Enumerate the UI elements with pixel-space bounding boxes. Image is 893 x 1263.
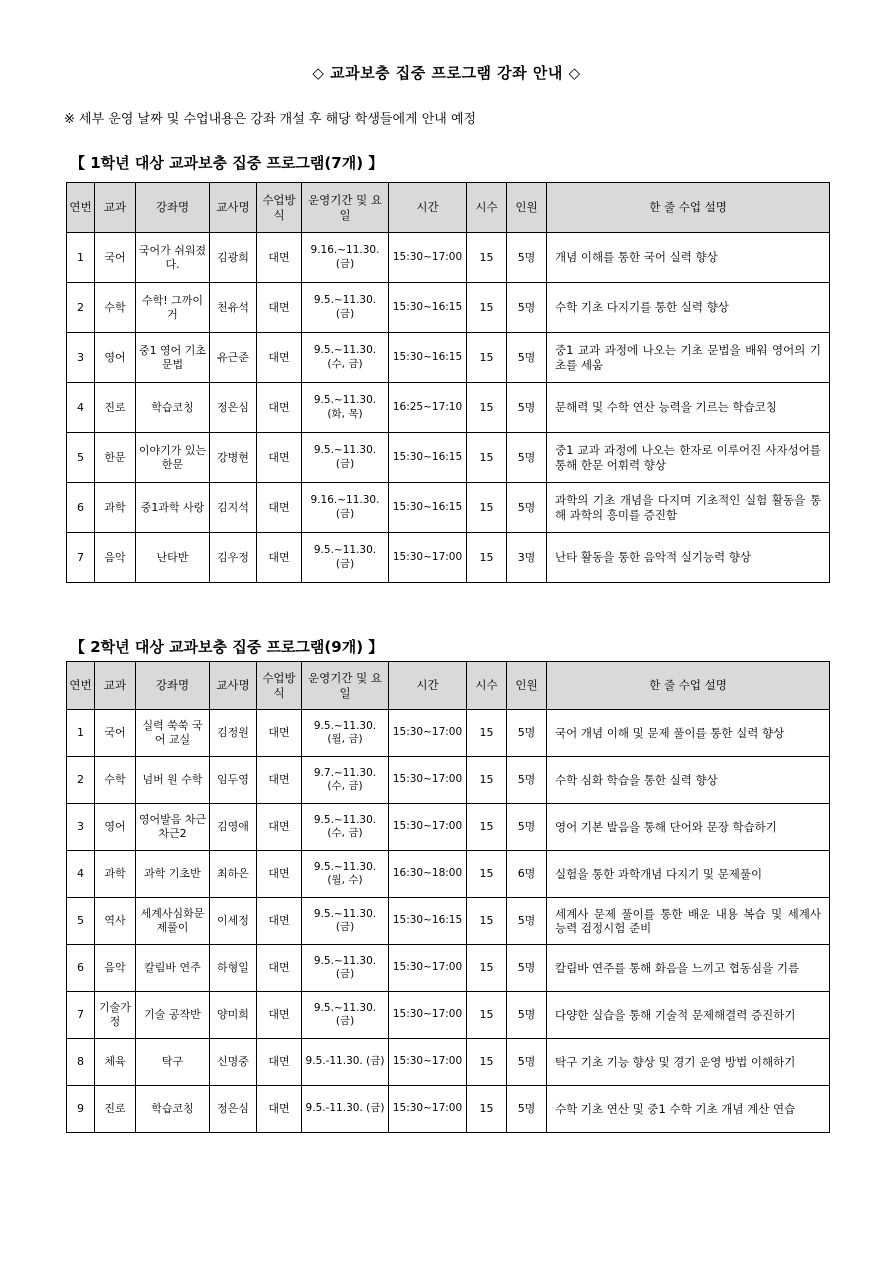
- header-class-mode: 수업방식: [257, 662, 302, 710]
- description-cell: 난타 활동을 통한 음악적 실기능력 향상: [547, 533, 830, 583]
- table-row: [67, 945, 830, 992]
- description-cell: 실험을 통한 과학개념 다지기 및 문제풀이: [547, 851, 830, 898]
- time-cell: 15:30~17:00: [389, 1086, 467, 1133]
- time-cell: 15:30~17:00: [389, 533, 467, 583]
- teacher-name-cell: 정은심: [210, 383, 257, 433]
- teacher-name-cell: 강병현: [210, 433, 257, 483]
- table-row: [67, 433, 830, 483]
- capacity-cell: 5명: [507, 233, 547, 283]
- period-cell: 9.5.~11.30. (수, 금): [302, 804, 389, 851]
- hours-cell: 15: [467, 283, 507, 333]
- description-cell: 문해력 및 수학 연산 능력을 기르는 학습코칭: [547, 383, 830, 433]
- course-name-cell: 국어가 쉬워졌다.: [136, 233, 210, 283]
- class-mode-cell: 대면: [257, 533, 302, 583]
- period-cell: 9.5.-11.30. (금): [302, 1039, 389, 1086]
- period-cell: 9.5.~11.30. (금): [302, 433, 389, 483]
- header-subject: 교과: [95, 662, 136, 710]
- subject-cell: 한문: [95, 433, 136, 483]
- course-name-cell: 중1과학 사랑: [136, 483, 210, 533]
- course-name-cell: 학습코칭: [136, 1086, 210, 1133]
- course-name-cell: 세계사심화문제풀이: [136, 898, 210, 945]
- description-cell: 수학 심화 학습을 통한 실력 향상: [547, 757, 830, 804]
- section2-heading: 【 2학년 대상 교과보충 집중 프로그램(9개) 】: [70, 638, 384, 656]
- row-number-cell: 6: [67, 945, 95, 992]
- teacher-name-cell: 정은심: [210, 1086, 257, 1133]
- course-name-cell: 실력 쑥쑥 국어 교실: [136, 710, 210, 757]
- course-name-cell: 수학! 그까이거: [136, 283, 210, 333]
- row-number-cell: 2: [67, 757, 95, 804]
- course-name-cell: 칼림바 연주: [136, 945, 210, 992]
- teacher-name-cell: 김광희: [210, 233, 257, 283]
- header-teacher-name: 교사명: [210, 183, 257, 233]
- teacher-name-cell: 김지석: [210, 483, 257, 533]
- period-cell: 9.7.~11.30. (수, 금): [302, 757, 389, 804]
- hours-cell: 15: [467, 757, 507, 804]
- hours-cell: 15: [467, 945, 507, 992]
- table-row: [67, 533, 830, 583]
- period-cell: 9.5.-11.30. (금): [302, 1086, 389, 1133]
- description-cell: 영어 기본 발음을 통해 단어와 문장 학습하기: [547, 804, 830, 851]
- time-cell: 15:30~17:00: [389, 945, 467, 992]
- time-cell: 15:30~17:00: [389, 992, 467, 1039]
- header-course-name: 강좌명: [136, 662, 210, 710]
- capacity-cell: 5명: [507, 804, 547, 851]
- row-number-cell: 2: [67, 283, 95, 333]
- capacity-cell: 5명: [507, 898, 547, 945]
- time-cell: 15:30~17:00: [389, 233, 467, 283]
- subject-cell: 영어: [95, 804, 136, 851]
- class-mode-cell: 대면: [257, 757, 302, 804]
- teacher-name-cell: 김우정: [210, 533, 257, 583]
- row-number-cell: 5: [67, 433, 95, 483]
- hours-cell: 15: [467, 1086, 507, 1133]
- subject-cell: 기술가정: [95, 992, 136, 1039]
- time-cell: 16:25~17:10: [389, 383, 467, 433]
- hours-cell: 15: [467, 333, 507, 383]
- subject-cell: 영어: [95, 333, 136, 383]
- row-number-cell: 1: [67, 710, 95, 757]
- row-number-cell: 3: [67, 804, 95, 851]
- subject-cell: 국어: [95, 233, 136, 283]
- period-cell: 9.5.~11.30. (금): [302, 533, 389, 583]
- course-name-cell: 이야기가 있는 한문: [136, 433, 210, 483]
- course-name-cell: 학습코칭: [136, 383, 210, 433]
- teacher-name-cell: 천유석: [210, 283, 257, 333]
- row-number-cell: 4: [67, 383, 95, 433]
- class-mode-cell: 대면: [257, 898, 302, 945]
- teacher-name-cell: 양미희: [210, 992, 257, 1039]
- header-teacher-name: 교사명: [210, 662, 257, 710]
- course-name-cell: 중1 영어 기초문법: [136, 333, 210, 383]
- capacity-cell: 5명: [507, 945, 547, 992]
- teacher-name-cell: 유근준: [210, 333, 257, 383]
- capacity-cell: 6명: [507, 851, 547, 898]
- period-cell: 9.5.~11.30. (월, 금): [302, 710, 389, 757]
- notice-text: ※ 세부 운영 날짜 및 수업내용은 강좌 개설 후 해당 학생들에게 안내 예정: [64, 112, 477, 127]
- hours-cell: 15: [467, 383, 507, 433]
- capacity-cell: 5명: [507, 757, 547, 804]
- table-row: [67, 1086, 830, 1133]
- subject-cell: 진로: [95, 1086, 136, 1133]
- description-cell: 국어 개념 이해 및 문제 풀이를 통한 실력 향상: [547, 710, 830, 757]
- period-cell: 9.16.~11.30. (금): [302, 483, 389, 533]
- class-mode-cell: 대면: [257, 1039, 302, 1086]
- hours-cell: 15: [467, 992, 507, 1039]
- teacher-name-cell: 김영애: [210, 804, 257, 851]
- class-mode-cell: 대면: [257, 945, 302, 992]
- description-cell: 수학 기초 연산 및 중1 수학 기초 개념 계산 연습: [547, 1086, 830, 1133]
- class-mode-cell: 대면: [257, 710, 302, 757]
- time-cell: 15:30~17:00: [389, 757, 467, 804]
- period-cell: 9.5.~11.30. (금): [302, 898, 389, 945]
- hours-cell: 15: [467, 804, 507, 851]
- hours-cell: 15: [467, 433, 507, 483]
- course-name-cell: 넘버 원 수학: [136, 757, 210, 804]
- class-mode-cell: 대면: [257, 283, 302, 333]
- course-name-cell: 난타반: [136, 533, 210, 583]
- description-cell: 다양한 실습을 통해 기술적 문제해결력 증진하기: [547, 992, 830, 1039]
- row-number-cell: 8: [67, 1039, 95, 1086]
- header-time: 시간: [389, 183, 467, 233]
- row-number-cell: 6: [67, 483, 95, 533]
- class-mode-cell: 대면: [257, 851, 302, 898]
- teacher-name-cell: 하형일: [210, 945, 257, 992]
- teacher-name-cell: 임두영: [210, 757, 257, 804]
- page-title: ◇ 교과보충 집중 프로그램 강좌 안내 ◇: [312, 64, 581, 82]
- row-number-cell: 7: [67, 992, 95, 1039]
- table-row: [67, 851, 830, 898]
- period-cell: 9.5.~11.30. (월, 수): [302, 851, 389, 898]
- capacity-cell: 5명: [507, 433, 547, 483]
- period-cell: 9.5.~11.30. (금): [302, 283, 389, 333]
- capacity-cell: 5명: [507, 1039, 547, 1086]
- row-number-cell: 1: [67, 233, 95, 283]
- row-number-cell: 3: [67, 333, 95, 383]
- hours-cell: 15: [467, 483, 507, 533]
- description-cell: 세계사 문제 풀이를 통한 배운 내용 복습 및 세계사 능력 검정시험 준비: [547, 898, 830, 945]
- capacity-cell: 5명: [507, 283, 547, 333]
- header-hours: 시수: [467, 662, 507, 710]
- course-name-cell: 과학 기초반: [136, 851, 210, 898]
- grade1-program-table: [66, 182, 830, 583]
- class-mode-cell: 대면: [257, 333, 302, 383]
- time-cell: 15:30~16:15: [389, 333, 467, 383]
- capacity-cell: 5명: [507, 383, 547, 433]
- header-capacity: 인원: [507, 183, 547, 233]
- subject-cell: 과학: [95, 851, 136, 898]
- teacher-name-cell: 최하은: [210, 851, 257, 898]
- class-mode-cell: 대면: [257, 233, 302, 283]
- time-cell: 16:30~18:00: [389, 851, 467, 898]
- course-name-cell: 기술 공작반: [136, 992, 210, 1039]
- header-description: 한 줄 수업 설명: [547, 662, 830, 710]
- table-row: [67, 757, 830, 804]
- class-mode-cell: 대면: [257, 992, 302, 1039]
- course-name-cell: 영어발음 차근차근2: [136, 804, 210, 851]
- period-cell: 9.16.~11.30. (금): [302, 233, 389, 283]
- class-mode-cell: 대면: [257, 483, 302, 533]
- table-row: [67, 233, 830, 283]
- description-cell: 과학의 기초 개념을 다지며 기초적인 실험 활동을 통해 과학의 흥미를 증진함: [547, 483, 830, 533]
- subject-cell: 국어: [95, 710, 136, 757]
- header-hours: 시수: [467, 183, 507, 233]
- description-cell: 탁구 기초 기능 향상 및 경기 운영 방법 이해하기: [547, 1039, 830, 1086]
- description-cell: 중1 교과 과정에 나오는 한자로 이루어진 사자성어를 통해 한문 어휘력 향상: [547, 433, 830, 483]
- subject-cell: 과학: [95, 483, 136, 533]
- period-cell: 9.5.~11.30. (금): [302, 992, 389, 1039]
- hours-cell: 15: [467, 898, 507, 945]
- subject-cell: 진로: [95, 383, 136, 433]
- time-cell: 15:30~16:15: [389, 283, 467, 333]
- hours-cell: 15: [467, 533, 507, 583]
- subject-cell: 음악: [95, 945, 136, 992]
- hours-cell: 15: [467, 851, 507, 898]
- time-cell: 15:30~17:00: [389, 710, 467, 757]
- capacity-cell: 5명: [507, 992, 547, 1039]
- time-cell: 15:30~16:15: [389, 483, 467, 533]
- header-time: 시간: [389, 662, 467, 710]
- description-cell: 수학 기초 다지기를 통한 실력 향상: [547, 283, 830, 333]
- teacher-name-cell: 신명중: [210, 1039, 257, 1086]
- header-period: 운영기간 및 요일: [302, 183, 389, 233]
- table-row: [67, 333, 830, 383]
- description-cell: 중1 교과 과정에 나오는 기초 문법을 배워 영어의 기초를 세움: [547, 333, 830, 383]
- table-row: [67, 1039, 830, 1086]
- period-cell: 9.5.~11.30. (화, 목): [302, 383, 389, 433]
- capacity-cell: 5명: [507, 483, 547, 533]
- subject-cell: 체육: [95, 1039, 136, 1086]
- row-number-cell: 9: [67, 1086, 95, 1133]
- time-cell: 15:30~16:15: [389, 898, 467, 945]
- teacher-name-cell: 김정원: [210, 710, 257, 757]
- header-subject: 교과: [95, 183, 136, 233]
- grade2-program-table: [66, 661, 830, 1133]
- table-row: [67, 898, 830, 945]
- class-mode-cell: 대면: [257, 1086, 302, 1133]
- capacity-cell: 3명: [507, 533, 547, 583]
- description-cell: 개념 이해를 통한 국어 실력 향상: [547, 233, 830, 283]
- row-number-cell: 5: [67, 898, 95, 945]
- class-mode-cell: 대면: [257, 804, 302, 851]
- hours-cell: 15: [467, 710, 507, 757]
- table-row: [67, 804, 830, 851]
- header-row-number: 연번: [67, 662, 95, 710]
- table-row: [67, 383, 830, 433]
- table-row: [67, 710, 830, 757]
- table-row: [67, 283, 830, 333]
- header-course-name: 강좌명: [136, 183, 210, 233]
- header-period: 운영기간 및 요일: [302, 662, 389, 710]
- course-name-cell: 탁구: [136, 1039, 210, 1086]
- time-cell: 15:30~17:00: [389, 804, 467, 851]
- header-description: 한 줄 수업 설명: [547, 183, 830, 233]
- table-row: [67, 992, 830, 1039]
- period-cell: 9.5.~11.30. (수, 금): [302, 333, 389, 383]
- period-cell: 9.5.~11.30. (금): [302, 945, 389, 992]
- class-mode-cell: 대면: [257, 383, 302, 433]
- capacity-cell: 5명: [507, 1086, 547, 1133]
- table-row: [67, 483, 830, 533]
- capacity-cell: 5명: [507, 333, 547, 383]
- teacher-name-cell: 이세정: [210, 898, 257, 945]
- subject-cell: 음악: [95, 533, 136, 583]
- row-number-cell: 7: [67, 533, 95, 583]
- subject-cell: 수학: [95, 757, 136, 804]
- section1-heading: 【 1학년 대상 교과보충 집중 프로그램(7개) 】: [70, 154, 384, 172]
- hours-cell: 15: [467, 233, 507, 283]
- subject-cell: 역사: [95, 898, 136, 945]
- hours-cell: 15: [467, 1039, 507, 1086]
- header-capacity: 인원: [507, 662, 547, 710]
- header-class-mode: 수업방식: [257, 183, 302, 233]
- row-number-cell: 4: [67, 851, 95, 898]
- header-row-number: 연번: [67, 183, 95, 233]
- class-mode-cell: 대면: [257, 433, 302, 483]
- time-cell: 15:30~17:00: [389, 1039, 467, 1086]
- description-cell: 칼림바 연주를 통해 화음을 느끼고 협동심을 기름: [547, 945, 830, 992]
- capacity-cell: 5명: [507, 710, 547, 757]
- time-cell: 15:30~16:15: [389, 433, 467, 483]
- subject-cell: 수학: [95, 283, 136, 333]
